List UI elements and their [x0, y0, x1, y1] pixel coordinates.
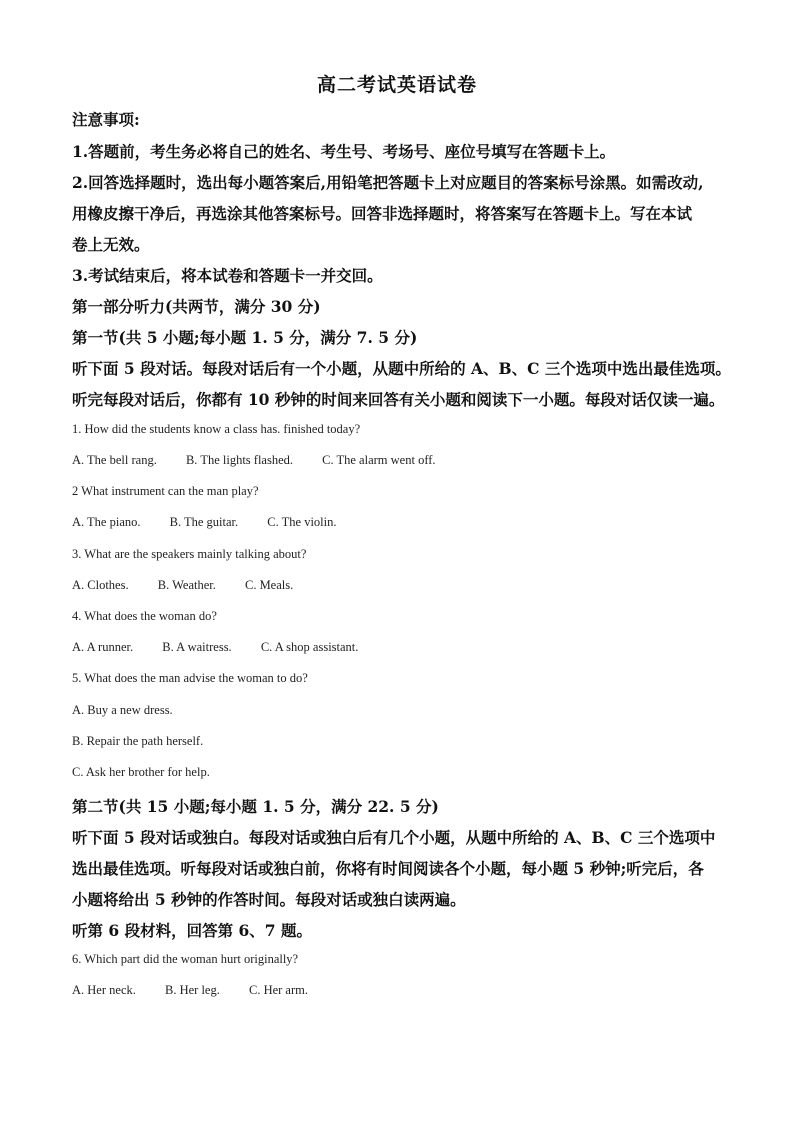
question-1: 1. How did the students know a class has. finished today?	[72, 422, 361, 436]
question-3-option-c: C. Meals.	[244, 578, 294, 592]
question-5-option-a: A. Buy a new dress.	[72, 703, 173, 717]
section2-instructions-line1: 听下面 5 段对话或独白。每段对话或独白后有几个小题，从题中所给的 A、B、C 三个选项中	[72, 828, 716, 847]
question-4-option-a: A. A runner.	[72, 640, 134, 654]
question-1-option-b: B. The lights flashed.	[185, 453, 294, 467]
notice-item-2-cont: 用橡皮擦干净后，再选涂其他答案标号。回答非选择题时，将答案写在答题卡上。写在本试	[72, 204, 693, 223]
section2-instructions-line3: 小题将给出 5 秒钟的作答时间。每段对话或独白读两遍。	[72, 890, 466, 909]
notice-item-2-end: 卷上无效。	[72, 235, 150, 254]
part1-heading: 第一部分听力(共两节，满分 30 分)	[72, 297, 321, 316]
notice-item-1: 1.答题前，考生务必将自己的姓名、考生号、考场号、座位号填写在答题卡上。	[72, 142, 616, 161]
material-6-heading: 听第 6 段材料，回答第 6、7 题。	[72, 921, 312, 940]
question-6-options	[72, 983, 308, 998]
question-1-option-c: C. The alarm went off.	[322, 453, 436, 467]
question-1-options	[72, 453, 436, 468]
question-6-option-c: C. Her arm.	[248, 983, 308, 997]
section2-instructions-line2: 选出最佳选项。听每段对话或独白前，你将有时间阅读各个小题，每小题 5 秒钟;听完后，各	[72, 859, 704, 878]
question-6-option-a: A. Her neck.	[72, 983, 136, 997]
question-5-option-b: B. Repair the path herself.	[72, 734, 204, 748]
question-5-option-c: C. Ask her brother for help.	[72, 765, 210, 779]
question-4-option-b: B. A waitress.	[162, 640, 232, 654]
question-6: 6. Which part did the woman hurt originally?	[72, 952, 299, 966]
question-1-option-a: A. The bell rang.	[72, 453, 157, 467]
page-title: 高二考试英语试卷	[316, 74, 477, 96]
question-3-option-a: A. Clothes.	[72, 578, 129, 592]
question-3-options	[72, 578, 293, 593]
question-2-option-b: B. The guitar.	[169, 515, 239, 529]
question-2-option-c: C. The violin.	[267, 515, 337, 529]
notice-heading: 注意事项:	[72, 110, 140, 129]
question-5: 5. What does the man advise the woman to do?	[72, 671, 308, 685]
question-4-option-c: C. A shop assistant.	[260, 640, 359, 654]
section1-heading: 第一节(共 5 小题;每小题 1. 5 分，满分 7. 5 分)	[72, 328, 418, 347]
section1-instructions-line2: 听完每段对话后，你都有 10 秒钟的时间来回答有关小题和阅读下一小题。每段对话仅读一遍。	[72, 390, 725, 409]
question-3: 3. What are the speakers mainly talking about?	[72, 547, 307, 561]
question-4: 4. What does the woman do?	[72, 609, 217, 623]
question-6-option-b: B. Her leg.	[165, 983, 220, 997]
question-2-option-a: A. The piano.	[72, 515, 141, 529]
notice-item-3: 3.考试结束后，将本试卷和答题卡一并交回。	[72, 266, 383, 285]
question-4-options	[72, 640, 358, 655]
question-2: 2 What instrument can the man play?	[72, 484, 259, 498]
section2-heading: 第二节(共 15 小题;每小题 1. 5 分，满分 22. 5 分)	[72, 797, 439, 816]
question-3-option-b: B. Weather.	[157, 578, 216, 592]
section1-instructions-line1: 听下面 5 段对话。每段对话后有一个小题，从题中所给的 A、B、C 三个选项中选出最佳选项。	[72, 359, 731, 378]
question-2-options	[72, 515, 337, 530]
notice-item-2: 2.回答选择题时，选出每小题答案后,用铅笔把答题卡上对应题目的答案标号涂黑。如需改动,	[72, 173, 704, 192]
